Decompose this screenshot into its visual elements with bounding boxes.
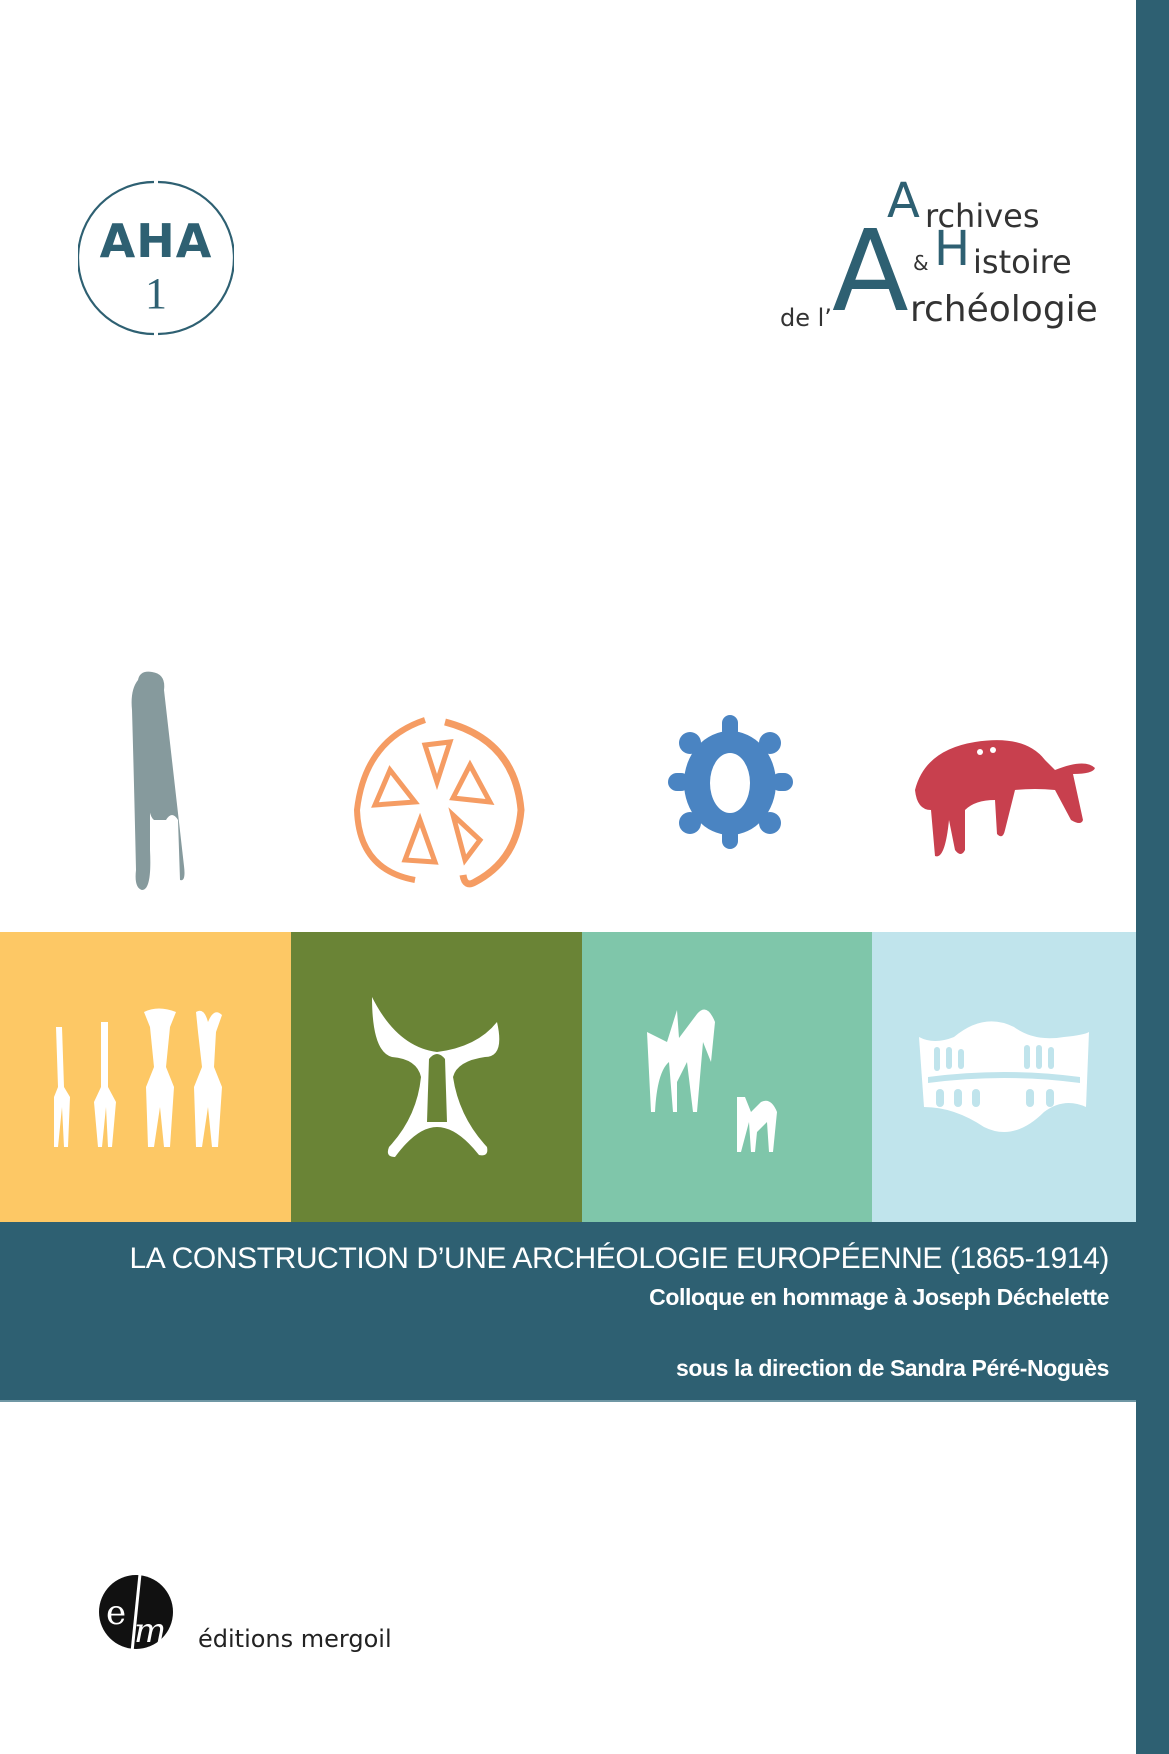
bull-figurine-icon — [905, 730, 1105, 870]
publisher-name: éditions mergoil — [198, 1625, 392, 1653]
logo-prefix: de l’ — [780, 304, 832, 332]
publisher-block — [96, 1572, 416, 1662]
colored-band — [0, 932, 1136, 1222]
series-badge — [78, 180, 234, 336]
logo-initial-h: H — [934, 221, 971, 277]
horses-icon — [637, 1002, 817, 1152]
logo-initial-a1: A — [887, 173, 920, 229]
tile-comb — [872, 932, 1136, 1222]
tile-anchor — [291, 932, 582, 1222]
series-logo — [770, 173, 1100, 340]
badge-volume: 1 — [145, 269, 167, 318]
artifact-icons-row — [0, 660, 1136, 900]
anchor-pendant-icon — [367, 997, 507, 1157]
rosette-brooch-icon — [345, 710, 535, 900]
logo-ampersand: & — [913, 251, 929, 275]
badge-acronym: AHA — [99, 214, 213, 268]
svg-text:m: m — [134, 1611, 167, 1651]
book-editor: sous la direction de Sandra Péré-Noguès — [675, 1355, 1109, 1381]
fibula-icon — [120, 670, 200, 900]
logo-word-histoire: istoire — [973, 243, 1072, 281]
book-subtitle: Colloque en hommage à Joseph Déchelette — [649, 1284, 1109, 1310]
tile-figurines — [0, 932, 291, 1222]
title-band — [0, 1222, 1136, 1402]
logo-word-archives: rchives — [925, 197, 1040, 235]
logo-word-archeologie: rchéologie — [910, 289, 1098, 330]
svg-text:e: e — [106, 1593, 127, 1633]
publisher-logo-icon — [96, 1572, 176, 1654]
spine-stripe — [1136, 0, 1169, 1754]
comb-icon — [914, 1017, 1094, 1137]
book-title: LA CONSTRUCTION D’UNE ARCHÉOLOGIE EUROPÉENNE (1865-1914) — [129, 1242, 1109, 1275]
cog-wheel-icon — [668, 715, 793, 850]
figurines-icon — [46, 1007, 246, 1147]
logo-initial-a2: A — [832, 207, 909, 337]
tile-horses — [582, 932, 872, 1222]
